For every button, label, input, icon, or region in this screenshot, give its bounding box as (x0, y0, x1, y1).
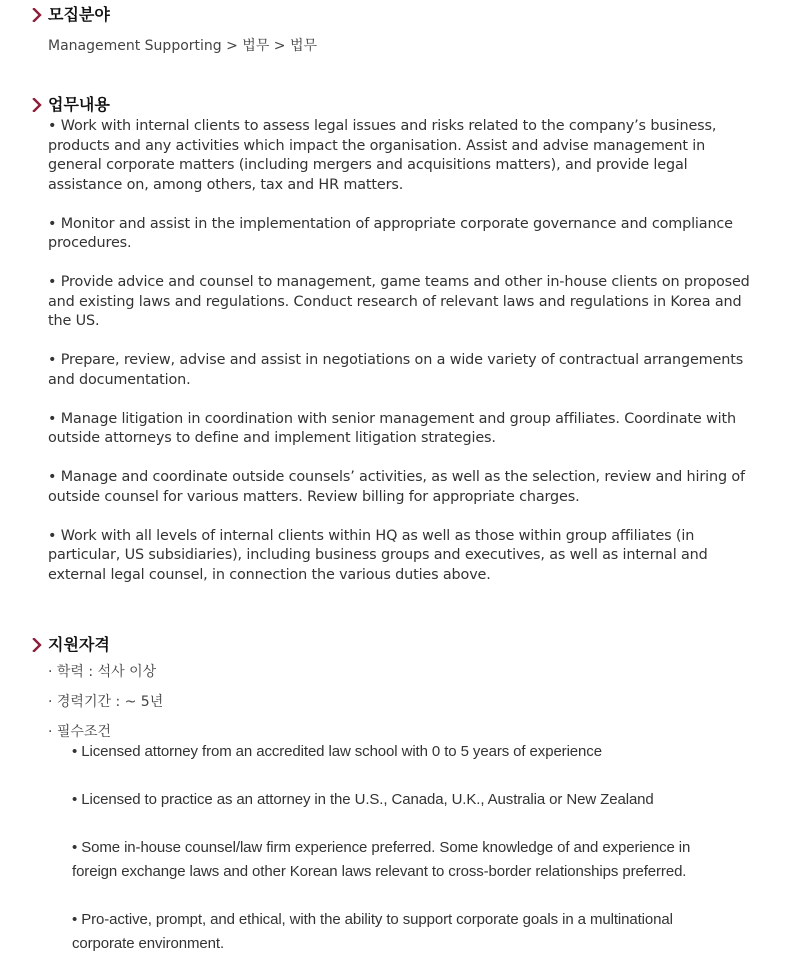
recruit-field-heading: 모집분야 (48, 5, 110, 24)
list-item: • Provide advice and counsel to management, game teams and other in-house clients on proposed and existing laws and regulations. Conduct research of relevant laws and regulations in Korea and the US. (48, 274, 750, 330)
job-description-section (0, 93, 796, 583)
list-item: • Manage and coordinate outside counsels’ activities, as well as the selection, review and hiring of outside counsel for various matters. Review billing for appropriate charges. (48, 469, 745, 505)
list-item: • Prepare, review, advise and assist in negotiations on a wide variety of contractual arrangements and documentation. (48, 352, 744, 388)
list-item: • Work with all levels of internal clients within HQ as well as those within group affiliates (in particular, US subsidiaries), including business groups and executives, as well as internal and external legal counsel, in connection the various duties above. (48, 527, 708, 583)
list-item: • Work with internal clients to assess legal issues and risks related to the company’s business, products and any activities which impact the organisation. Assist and advise management in general corporate matters (including mergers and acquisitions matters), and provide legal assistance on, among others, tax and HR matters. (48, 118, 717, 193)
chevron-right-icon (31, 98, 43, 112)
chevron-right-icon (31, 638, 43, 652)
qualifications-header (0, 633, 796, 657)
recruit-field-header (0, 3, 796, 27)
list-item: • Monitor and assist in the implementation of appropriate corporate governance and compliance procedures. (48, 215, 733, 252)
required-conditions-label: · 필수조건 (48, 724, 111, 740)
required-conditions-list (72, 740, 732, 980)
list-item: • Manage litigation in coordination with senior management and group affiliates. Coordinate with outside attorneys to define and implement litigation strategies. (48, 410, 736, 447)
category-path: Management Supporting > 법무 > 법무 (48, 38, 318, 54)
education-requirement: · 학력 : 석사 이상 (48, 664, 157, 680)
list-item: • Pro-active, prompt, and ethical, with the ability to support corporate goals in a multinational corporate environment. (72, 911, 673, 952)
experience-requirement: · 경력기간 : ~ 5년 (48, 694, 164, 710)
qualifications-heading: 지원자격 (48, 635, 110, 654)
list-item: • Licensed attorney from an accredited law school with 0 to 5 years of experience (72, 743, 602, 760)
list-item: • Licensed to practice as an attorney in the U.S., Canada, U.K., Australia or New Zealand (72, 791, 654, 808)
qualifications-section (0, 633, 796, 952)
recruit-field-section (0, 3, 796, 54)
list-item: • Some in-house counsel/law firm experience preferred. Some knowledge of and experience in foreign exchange laws and other Korean laws relevant to cross-border relationships preferred. (72, 839, 691, 880)
job-description-header (0, 93, 796, 117)
qualification-list (48, 657, 163, 747)
chevron-right-icon (31, 8, 43, 22)
duty-list (48, 117, 760, 605)
job-description-heading: 업무내용 (48, 95, 110, 114)
